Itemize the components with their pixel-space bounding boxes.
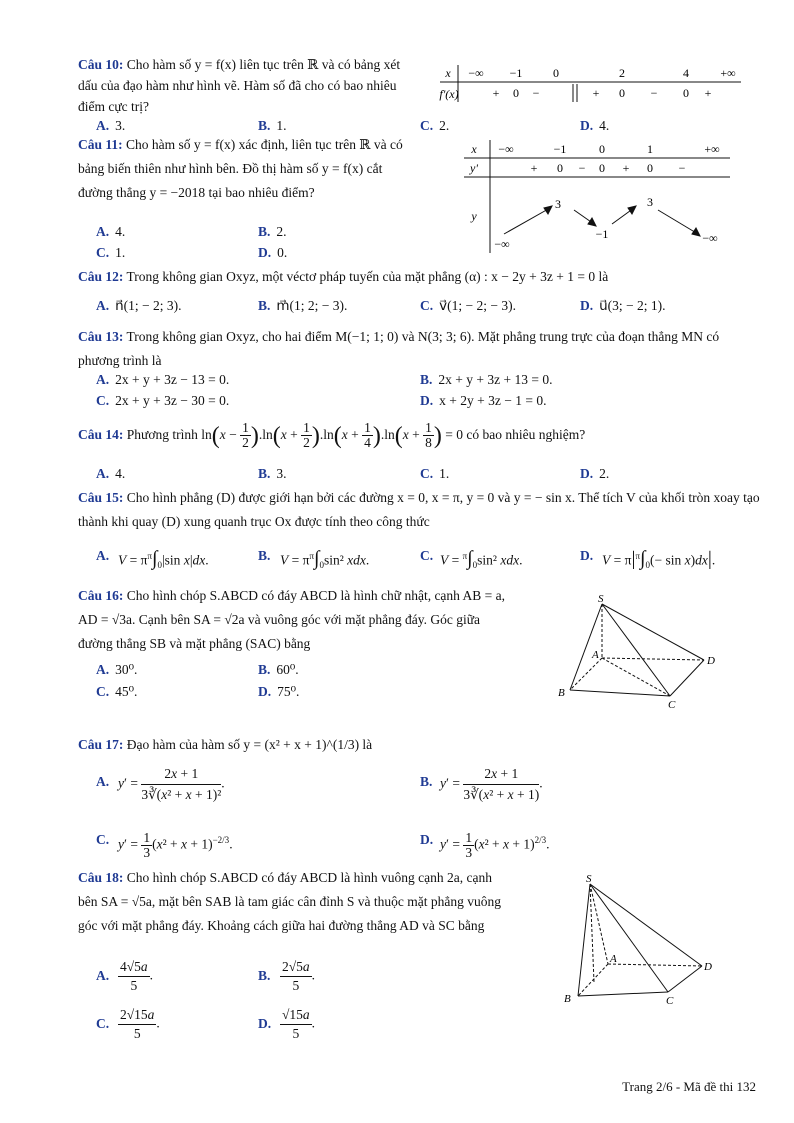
equation: ln(x − $\frac{1}{2}$ ).ln(x + $\frac{1}{2}$ ).ln(x + $\frac{1}{4}$ ).ln(x + $\frac{1}{8}$ ) [201, 420, 442, 451]
arrow-down-2 [658, 210, 698, 234]
formula-q15-d: $V = \pi|^\pi\int_0(- \sin x)dx|$. [602, 547, 716, 571]
option-c: C. 1. [420, 466, 450, 481]
question-11 [78, 133, 418, 205]
question-15 [78, 486, 762, 534]
table-x-label: x [471, 142, 477, 156]
sign-value: + [622, 161, 630, 175]
option-a: A. [96, 968, 110, 983]
formula-q18-a: $\frac{4√5a}{5}$ . [120, 959, 154, 993]
sign-value: + [704, 86, 712, 100]
y-value: −∞ [494, 237, 510, 251]
option-c: C. 2. [420, 118, 450, 133]
question-text: Cho hình phẳng (D) được giới hạn bởi các đường x = 0, x = π, y = 0 và y = − sin x. Thể tích V của khối tròn xoay tạo thành khi quay (D) xung quanh trục Ox được tính theo công thức [78, 490, 760, 529]
question-label: Câu 10: [78, 57, 124, 72]
option-d: D. x + 2y + 3z − 1 = 0. [420, 393, 547, 408]
question-text-before: Phương trình [126, 427, 198, 442]
option-a: A. 4. [96, 224, 126, 239]
option-d: D. 4. [580, 118, 610, 133]
sign-table-q10 [436, 62, 746, 106]
option-c: C. [96, 1016, 110, 1031]
question-label: Câu 17: [78, 737, 124, 752]
vertex-s: S [586, 873, 592, 885]
x-value: +∞ [704, 142, 720, 156]
question-13 [78, 325, 762, 373]
question-text: Cho hình chóp S.ABCD có đáy ABCD là hình vuông cạnh 2a, cạnh bên SA = √5a, mặt bên SAB là tam giác cân đỉnh S và thuộc mặt phẳng vuông góc với mặt phẳng đáy. Khoảng cách giữa hai đường thẳng AD và SC bằng [78, 870, 501, 933]
option-d: D. 2. [580, 466, 610, 481]
table-derivative-label: y' [470, 161, 478, 175]
formula-q15-a: $V = \pi^\pi\int_0|\sin$ x|dx. [118, 547, 209, 571]
x-value: −1 [509, 66, 523, 80]
x-value: 4 [683, 66, 689, 80]
option-b: B. [420, 774, 433, 789]
formula-q18-b: $\frac{2√5a}{5}$ . [282, 959, 316, 993]
table-y-label: y [471, 209, 477, 223]
option-b: B. m⃗(1; 2; − 3). [258, 298, 348, 313]
x-value: 0 [553, 66, 559, 80]
question-text: Trong không gian Oxyz, cho hai điểm M(−1; 1; 0) và N(3; 3; 6). Mặt phẳng trung trực của đoạn thẳng MN có phương trình là [78, 329, 720, 368]
x-value: −∞ [468, 66, 484, 80]
vertex-s: S [598, 593, 604, 605]
sign-value: − [532, 86, 540, 100]
option-c: C. v⃗(1; − 2; − 3). [420, 298, 516, 313]
question-label: Câu 12: [78, 269, 124, 284]
sign-value: 0 [683, 86, 689, 100]
option-b: B. 2. [258, 224, 287, 239]
vertex-c: C [666, 995, 674, 1007]
option-d: D. u⃗(3; − 2; 1). [580, 298, 666, 313]
question-text: Cho hàm số y = f(x) xác định, liên tục trên ℝ và có bảng biến thiên như hình bên. Đồ thị hàm số y = f(x) cắt đường thẳng y = −2018 tại bao nhiêu điểm? [78, 137, 403, 200]
sign-values [493, 86, 712, 100]
option-b: B. 2x + y + 3z + 13 = 0. [420, 372, 553, 387]
option-b: B. 60⁰. [258, 662, 299, 677]
question-10 [78, 54, 423, 117]
option-c: C. [96, 832, 110, 847]
vertex-b: B [564, 993, 571, 1005]
question-text: Cho hình chóp S.ABCD có đáy ABCD là hình chữ nhật, cạnh AB = a, AD = √3a. Cạnh bên SA = √2a và vuông góc với mặt phẳng đáy. Góc giữa đường thẳng SB và mặt phẳng (SAC) bằng [78, 588, 506, 651]
x-value: 1 [647, 142, 653, 156]
table-row-label: f'(x) [439, 87, 459, 101]
sign-value: 0 [599, 161, 605, 175]
question-label: Câu 16: [78, 588, 124, 603]
formula-q17-a: y′ = $\frac{2x + 1}{\text{3∛(x² + x + 1)²}}$ . [118, 766, 225, 802]
pyramid-figure-q16 [556, 592, 736, 712]
pyramid-figure-q18 [560, 870, 730, 1010]
vertex-d: D [707, 655, 715, 667]
option-d: D. [258, 1016, 272, 1031]
x-value: −∞ [498, 142, 514, 156]
question-18 [78, 866, 506, 938]
question-17 [78, 734, 762, 755]
formula-q15-b: $V = \pi^\pi\int_0\sin^2$ xdx. [280, 547, 370, 571]
table-x-label: x [445, 66, 451, 80]
question-label: Câu 15: [78, 490, 124, 505]
option-b: B. [258, 968, 271, 983]
question-label: Câu 11: [78, 137, 123, 152]
y-value: −1 [595, 227, 609, 241]
sign-value: − [650, 86, 658, 100]
option-a: A. 3. [96, 118, 126, 133]
formula-q17-b: y′ = $\frac{2x + 1}{\text{3∛(x² + x + 1)}}$ . [440, 766, 543, 802]
sign-value: 0 [647, 161, 653, 175]
formula-q18-d: $\frac{√15a}{5}$ . [282, 1007, 316, 1041]
variation-table-q11 [462, 138, 732, 258]
question-16 [78, 584, 514, 656]
question-label: Câu 18: [78, 870, 124, 885]
option-d: D. 0. [258, 245, 288, 260]
question-text: Đạo hàm của hàm số y = (x² + x + 1)^(1/3) là [126, 737, 373, 752]
sign-value: 0 [619, 86, 625, 100]
vertex-b: B [558, 687, 565, 699]
question-label: Câu 14: [78, 427, 124, 442]
option-c: C. 1. [96, 245, 126, 260]
formula-q15-c: $V = ^\pi\int_0\sin^2$ xdx. [440, 547, 523, 571]
x-values [468, 66, 735, 80]
option-a: A. [96, 548, 110, 563]
option-a: A. n⃗(1; − 2; 3). [96, 298, 182, 313]
option-b: B. 1. [258, 118, 287, 133]
question-14 [78, 420, 762, 451]
x-value: 2 [619, 66, 625, 80]
formula-q18-c: $\frac{2√15a}{5}$ . [120, 1007, 160, 1041]
option-a: A. 30⁰. [96, 662, 138, 677]
page-footer: Trang 2/6 - Mã đề thi 132 [622, 1079, 756, 1094]
arrow-up-1 [504, 208, 550, 234]
vertex-a: A [610, 953, 617, 965]
formula-q17-c: y′ = $\frac{1}{3}$ $(x^2 + x + 1)^{-2/3}$. [118, 829, 233, 860]
vertex-c: C [668, 699, 676, 711]
vertex-a: A [592, 649, 599, 661]
sign-value: + [592, 86, 600, 100]
question-label: Câu 13: [78, 329, 124, 344]
sign-value: + [530, 161, 538, 175]
y-values [494, 195, 717, 251]
sign-value: − [678, 161, 686, 175]
x-value: −1 [553, 142, 567, 156]
option-d: D. [420, 832, 434, 847]
option-a: A. 4. [96, 466, 126, 481]
vertex-d: D [704, 961, 712, 973]
option-a: A. 2x + y + 3z − 13 = 0. [96, 372, 230, 387]
sign-values [531, 161, 686, 175]
y-value: 3 [647, 195, 653, 209]
option-c: C. 45⁰. [96, 684, 138, 699]
option-c: C. 2x + y + 3z − 30 = 0. [96, 393, 230, 408]
option-b: B. [258, 548, 271, 563]
option-c: C. [420, 548, 434, 563]
y-value: −∞ [702, 231, 718, 245]
question-text-after: = 0 có bao nhiêu nghiệm? [445, 427, 586, 442]
sign-value: − [578, 161, 586, 175]
question-12 [78, 266, 762, 287]
question-text: Trong không gian Oxyz, một véctơ pháp tuyến của mặt phẳng (α) : x − 2y + 3z + 1 = 0 là [126, 269, 609, 284]
x-value: 0 [599, 142, 605, 156]
x-value: +∞ [720, 66, 736, 80]
option-a: A. [96, 774, 110, 789]
formula-q17-d: y′ = $\frac{1}{3}$ $(x^2 + x + 1)^{2/3}$. [440, 829, 550, 860]
sign-value: + [492, 86, 500, 100]
option-b: B. 3. [258, 466, 287, 481]
y-value: 3 [555, 197, 561, 211]
question-text: Cho hàm số y = f(x) liên tục trên ℝ và có bảng xét dấu của đạo hàm như hình vẽ. Hàm số đã cho có bao nhiêu điểm cực trị? [78, 57, 401, 114]
option-d: D. 75⁰. [258, 684, 300, 699]
sign-value: 0 [557, 161, 563, 175]
sign-value: 0 [513, 86, 519, 100]
x-values [498, 142, 719, 156]
option-d: D. [580, 548, 594, 563]
